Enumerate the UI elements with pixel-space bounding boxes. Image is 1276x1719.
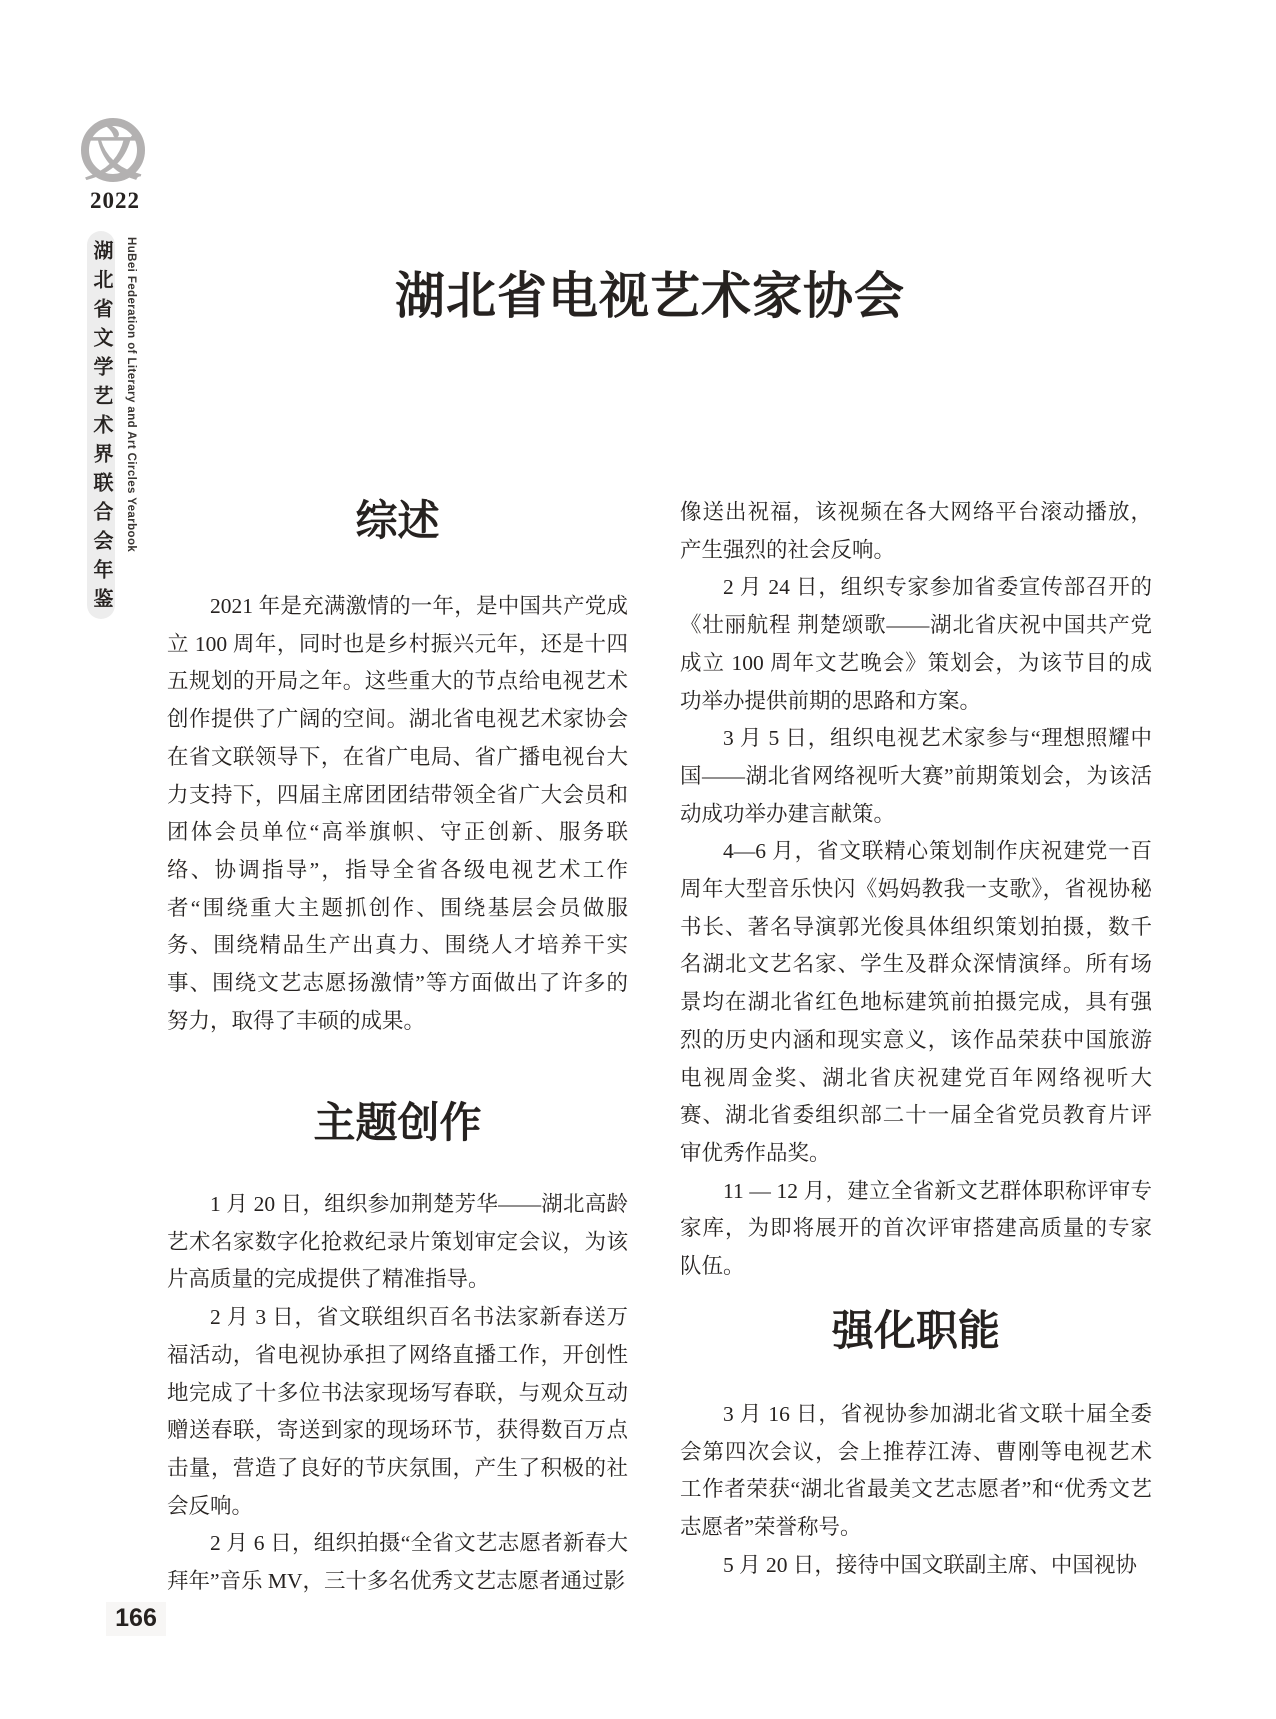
section-heading-theme-creation: 主题创作 <box>313 1099 482 1146</box>
paragraph: 4—6 月，省文联精心策划制作庆祝建党一百周年大型音乐快闪《妈妈教我一支歌》，省视协秘书长、著名导演郭光俊具体组织策划拍摄，数千名湖北文艺名家、学生及群众深情演绎。所有场景均在湖北省红色地标建筑前拍摄完成，具有强烈的历史内涵和现实意义，该作品荣获中国旅游电视周金奖、湖北省庆祝建党百年网络视听大赛、湖北省委组织部二十一届全省党员教育片评审优秀作品奖。 <box>680 839 1152 1165</box>
paragraph: 5 月 20 日，接待中国文联副主席、中国视协 <box>723 1552 1137 1577</box>
paragraph: 2 月 3 日，省文联组织百名书法家新春送万福活动，省电视协承担了网络直播工作，开创性地完成了十多位书法家现场写春联，与观众互动赠送春联，寄送到家的现场环节，获得数百万点击量，营造了良好的节庆氛围，产生了积极的社会反响。 <box>167 1305 628 1518</box>
paragraph: 11 — 12 月，建立全省新文艺群体职称评审专家库，为即将展开的首次评审搭建高质量的专家队伍。 <box>680 1178 1152 1279</box>
paragraph: 2021 年是充满激情的一年，是中国共产党成立 100 周年，同时也是乡村振兴元年，还是十四五规划的开局之年。这些重大的节点给电视艺术创作提供了广阔的空间。湖北省电视艺术家协会在省文联领导下，在省广电局、省广播电视台大力支持下，四届主席团团结带领全省广大会员和团体会员单位“高举旗帜、守正创新、服务联络、协调指导”，指导全省各级电视艺术工作者“围绕重大主题抓创作、围绕基层会员做服务、围绕精品生产出真力、围绕人才培养干实事、围绕文艺志愿扬激情”等方面做出了许多的努力，取得了丰硕的成果。 <box>167 594 628 1033</box>
page-number: 166 <box>106 1602 166 1636</box>
paragraph: 2 月 6 日，组织拍摄“全省文艺志愿者新春大拜年”音乐 MV，三十多名优秀文艺志愿者通过影 <box>167 1531 628 1594</box>
sidebar-title-vertical: 湖北省文学艺术界联合会年鉴 <box>90 240 112 617</box>
left-column <box>167 0 628 1719</box>
paragraph-continuation: 像送出祝福，该视频在各大网络平台滚动播放，产生强烈的社会反响。 <box>680 500 1152 562</box>
theme-creation-text <box>167 1186 628 1601</box>
section-heading-overview: 综述 <box>355 497 440 544</box>
svg-text:文: 文 <box>83 122 143 187</box>
section-heading-strengthen-functions: 强化职能 <box>831 1307 1000 1354</box>
cflac-logo-icon <box>76 112 150 192</box>
overview-text <box>167 588 628 1040</box>
paragraph: 2 月 24 日，组织专家参加省委宣传部召开的《壮丽航程 荆楚颂歌——湖北省庆祝中国共产党成立 100 周年文艺晚会》策划会，为该节目的成功举办提供前期的思路和方案。 <box>680 575 1152 713</box>
page-title: 湖北省电视艺术家协会 <box>395 268 905 324</box>
paragraph: 3 月 16 日，省视协参加湖北省文联十届全委会第四次会议，会上推荐江涛、曹刚等电视艺术工作者荣获“湖北省最美文艺志愿者”和“优秀文艺志愿者”荣誉称号。 <box>680 1402 1152 1540</box>
strengthen-functions-text <box>680 1396 1152 1585</box>
sidebar-subtitle-vertical: HuBei Federation of Literary and Art Circles Yearbook <box>125 237 137 553</box>
theme-creation-text-continued <box>680 494 1152 1286</box>
paragraph: 1 月 20 日，组织参加荆楚芳华——湖北高龄艺术名家数字化抢救纪录片策划审定会议，为该片高质量的完成提供了精准指导。 <box>167 1192 628 1292</box>
right-column <box>680 0 1152 1719</box>
paragraph: 3 月 5 日，组织电视艺术家参与“理想照耀中国——湖北省网络视听大赛”前期策划会，为该活动成功举办建言献策。 <box>680 726 1152 826</box>
sidebar-year-label: 2022 <box>90 188 140 213</box>
